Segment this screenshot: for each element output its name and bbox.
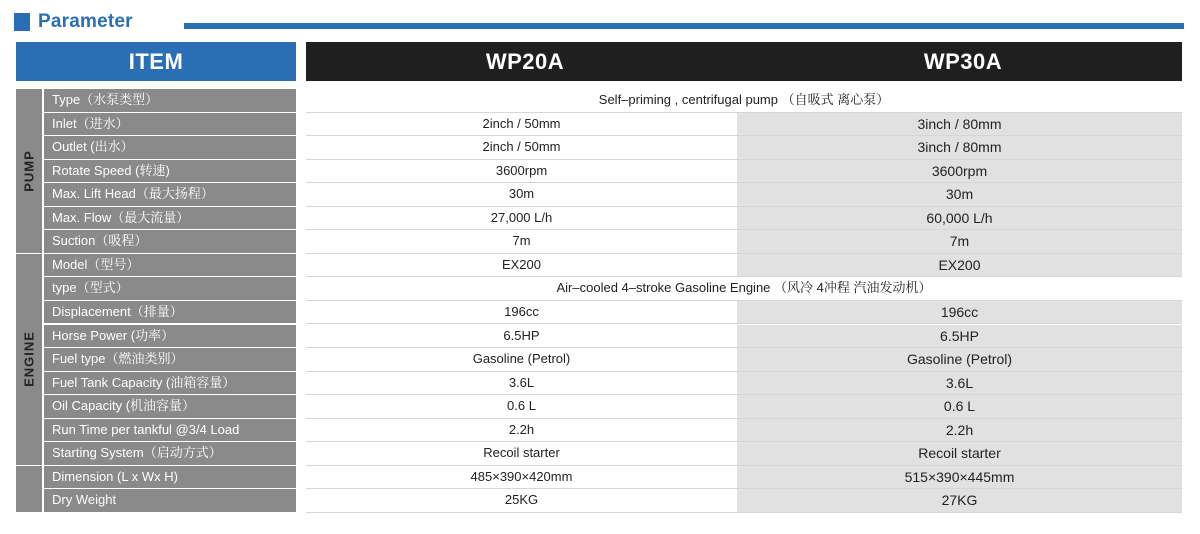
group-column bbox=[16, 254, 42, 465]
row-label: Rotate Speed (转速) bbox=[44, 160, 296, 183]
row-value-wp30a: 3600rpm bbox=[737, 160, 1182, 183]
row-value-wp20a: 485×390×420mm bbox=[306, 466, 737, 489]
row-value-wp20a: Recoil starter bbox=[306, 442, 737, 465]
row-label: Oil Capacity (机油容量） bbox=[44, 395, 296, 418]
row-value-wp30a: 0.6 L bbox=[737, 395, 1182, 418]
section-title-bar bbox=[14, 8, 1184, 36]
group-label: ENGINE bbox=[21, 331, 37, 388]
row-value-wp30a: 515×390×445mm bbox=[737, 466, 1182, 489]
group-column bbox=[16, 466, 42, 512]
row-value-wp30a: 60,000 L/h bbox=[737, 207, 1182, 230]
row-value-wp30a: 2.2h bbox=[737, 419, 1182, 442]
table-row bbox=[16, 160, 1182, 184]
row-label: Suction（吸程） bbox=[44, 230, 296, 253]
group-label: PUMP bbox=[21, 150, 37, 192]
table-row bbox=[16, 113, 1182, 137]
row-value-wp20a: 3600rpm bbox=[306, 160, 737, 183]
row-value-wp20a: 25KG bbox=[306, 489, 737, 512]
table-row bbox=[16, 466, 1182, 490]
table-row bbox=[16, 136, 1182, 160]
title-marker bbox=[14, 13, 30, 31]
table-row bbox=[16, 301, 1182, 325]
row-value-wp20a: 2inch / 50mm bbox=[306, 113, 737, 136]
row-value-wp30a: 196cc bbox=[737, 301, 1182, 324]
row-value-wp30a: 6.5HP bbox=[737, 325, 1182, 348]
table-row bbox=[16, 489, 1182, 513]
row-value-wp30a: 3.6L bbox=[737, 372, 1182, 395]
table-row bbox=[16, 372, 1182, 396]
row-label: Max. Lift Head（最大扬程） bbox=[44, 183, 296, 206]
row-label: Fuel type（燃油类别） bbox=[44, 348, 296, 371]
row-value-wp20a: Gasoline (Petrol) bbox=[306, 348, 737, 371]
table-row bbox=[16, 230, 1182, 254]
row-label: Max. Flow（最大流量） bbox=[44, 207, 296, 230]
table-row bbox=[16, 254, 1182, 278]
row-value-wp20a: 2.2h bbox=[306, 419, 737, 442]
row-label: Starting System（启动方式） bbox=[44, 442, 296, 465]
row-value-wp20a: 2inch / 50mm bbox=[306, 136, 737, 159]
header-item: ITEM bbox=[16, 42, 296, 81]
row-label: Run Time per tankful @3/4 Load bbox=[44, 419, 296, 442]
row-value-wp30a: 3inch / 80mm bbox=[737, 136, 1182, 159]
table-row bbox=[16, 207, 1182, 231]
row-label: Dry Weight bbox=[44, 489, 296, 512]
row-label: Fuel Tank Capacity (油箱容量） bbox=[44, 372, 296, 395]
row-label: type（型式） bbox=[44, 277, 296, 300]
row-label: Type（水泵类型） bbox=[44, 89, 296, 112]
row-value-wp30a: Recoil starter bbox=[737, 442, 1182, 465]
row-value-shared: Air–cooled 4–stroke Gasoline Engine （风冷 4冲程 汽油发动机） bbox=[306, 277, 1182, 300]
row-label: Displacement（排量） bbox=[44, 301, 296, 324]
row-value-wp30a: 30m bbox=[737, 183, 1182, 206]
header-models bbox=[306, 42, 1182, 81]
table-row bbox=[16, 395, 1182, 419]
row-value-wp20a: 6.5HP bbox=[306, 325, 737, 348]
row-value-wp30a: Gasoline (Petrol) bbox=[737, 348, 1182, 371]
table-row bbox=[16, 442, 1182, 466]
row-value-wp20a: EX200 bbox=[306, 254, 737, 277]
row-value-wp20a: 27,000 L/h bbox=[306, 207, 737, 230]
table-row bbox=[16, 419, 1182, 443]
table-row bbox=[16, 183, 1182, 207]
table-row bbox=[16, 89, 1182, 113]
table-row bbox=[16, 348, 1182, 372]
row-label: Outlet (出水） bbox=[44, 136, 296, 159]
row-value-wp20a: 3.6L bbox=[306, 372, 737, 395]
row-value-wp20a: 0.6 L bbox=[306, 395, 737, 418]
row-value-shared: Self–priming , centrifugal pump （自吸式 离心泵） bbox=[306, 89, 1182, 112]
row-value-wp30a: 3inch / 80mm bbox=[737, 113, 1182, 136]
row-value-wp20a: 196cc bbox=[306, 301, 737, 324]
row-value-wp20a: 30m bbox=[306, 183, 737, 206]
group-column bbox=[16, 89, 42, 253]
row-label: Model（型号） bbox=[44, 254, 296, 277]
section-title: Parameter bbox=[38, 11, 133, 32]
row-label: Horse Power (功率） bbox=[44, 325, 296, 348]
row-value-wp20a: 7m bbox=[306, 230, 737, 253]
table-row bbox=[16, 325, 1182, 349]
title-rule bbox=[184, 23, 1184, 29]
header-model-wp20a: WP20A bbox=[485, 48, 565, 74]
row-divider bbox=[306, 512, 1182, 513]
row-label: Dimension (L x Wx H) bbox=[44, 466, 296, 489]
header-model-wp30a: WP30A bbox=[923, 48, 1003, 74]
table-row bbox=[16, 277, 1182, 301]
row-value-wp30a: 27KG bbox=[737, 489, 1182, 512]
row-value-wp30a: EX200 bbox=[737, 254, 1182, 277]
row-value-wp30a: 7m bbox=[737, 230, 1182, 253]
row-label: Inlet（进水） bbox=[44, 113, 296, 136]
